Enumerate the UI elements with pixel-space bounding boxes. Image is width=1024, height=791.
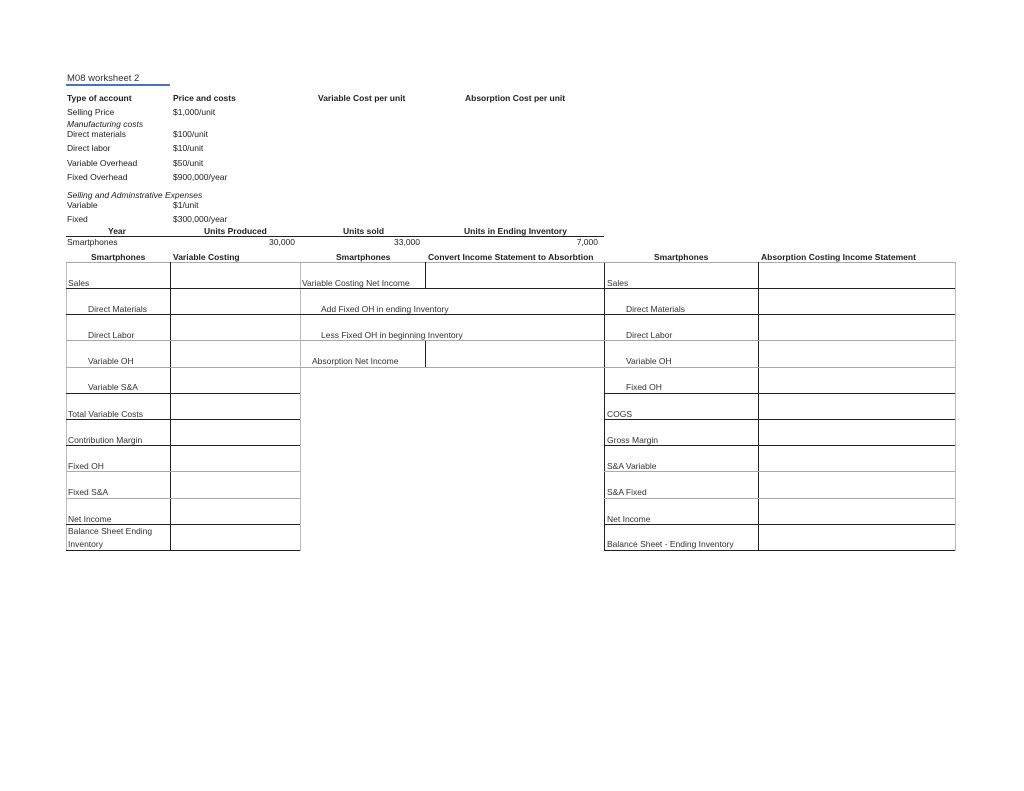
account-value: $100/unit xyxy=(173,129,208,139)
ac-input-gross-margin[interactable] xyxy=(759,420,954,445)
ac-row-sales: Sales xyxy=(607,278,629,288)
conv-input-vc-net-income[interactable] xyxy=(426,263,603,288)
ac-row-line xyxy=(604,550,955,551)
account-label: Variable Overhead xyxy=(67,158,138,168)
ac-input-direct-labor[interactable] xyxy=(759,315,954,340)
units-divider xyxy=(66,236,604,237)
ac-header-left: Smartphones xyxy=(654,252,709,262)
account-value: $300,000/year xyxy=(173,214,228,224)
vc-row-variable-oh: Variable OH xyxy=(88,356,134,366)
vc-row-fixed-sa: Fixed S&A xyxy=(68,487,109,497)
ac-input-net-income[interactable] xyxy=(759,499,954,524)
header-type-of-account: Type of account xyxy=(67,93,132,103)
conv-row-vc-net-income: Variable Costing Net Income xyxy=(302,278,410,288)
account-label: Fixed Overhead xyxy=(67,172,128,182)
section-label: Manufacturing costs xyxy=(67,119,144,129)
ac-row-net-income: Net Income xyxy=(607,514,651,524)
account-value: $1,000/unit xyxy=(173,107,216,117)
vc-input-balance-sheet[interactable] xyxy=(171,525,299,550)
conv-row-line xyxy=(300,367,604,368)
ac-input-sales[interactable] xyxy=(759,263,954,288)
vc-input-total-variable-costs[interactable] xyxy=(171,394,299,419)
ac-input-sa-variable[interactable] xyxy=(759,446,954,471)
vc-right-border xyxy=(300,262,301,551)
vc-row-balance-sheet-line2: Inventory xyxy=(68,539,103,549)
vc-input-variable-oh[interactable] xyxy=(171,341,299,367)
conv-input-less-fixed-oh[interactable] xyxy=(470,315,603,340)
ac-row-fixed-oh: Fixed OH xyxy=(626,382,662,392)
conv-header-left: Smartphones xyxy=(336,252,391,262)
ac-row-variable-oh: Variable OH xyxy=(626,356,672,366)
vc-row-direct-labor: Direct Labor xyxy=(88,330,135,340)
ac-row-balance-sheet: Balance Sheet - Ending Inventory xyxy=(607,539,734,549)
vc-input-fixed-oh[interactable] xyxy=(171,446,299,471)
ac-row-cogs: COGS xyxy=(607,409,633,419)
vc-input-net-income[interactable] xyxy=(171,499,299,524)
account-label: Direct materials xyxy=(67,129,127,139)
ac-input-balance-sheet[interactable] xyxy=(759,525,954,550)
ac-input-variable-oh[interactable] xyxy=(759,341,954,367)
vc-input-contribution-margin[interactable] xyxy=(171,420,299,445)
vc-row-net-income: Net Income xyxy=(68,514,112,524)
account-label: Direct labor xyxy=(67,143,111,153)
ac-row-direct-labor: Direct Labor xyxy=(626,330,673,340)
account-label: Fixed xyxy=(67,214,88,224)
ac-input-cogs[interactable] xyxy=(759,394,954,419)
vc-row-sales: Sales xyxy=(68,278,90,288)
vc-row-variable-sa: Variable S&A xyxy=(88,382,138,392)
conv-row-less-fixed-oh: Less Fixed OH in beginning Inventory xyxy=(321,330,463,340)
header-absorption-cost-per-unit: Absorption Cost per unit xyxy=(465,93,566,103)
vc-row-balance-sheet-line1: Balance Sheet Ending xyxy=(68,526,153,536)
units-produced-value: 30,000 xyxy=(269,237,295,247)
units-header-produced: Units Produced xyxy=(204,226,267,236)
conv-right-border xyxy=(604,262,605,551)
vc-row-total-variable-costs: Total Variable Costs xyxy=(68,409,143,419)
vc-input-sales[interactable] xyxy=(171,263,299,288)
header-variable-cost-per-unit: Variable Cost per unit xyxy=(318,93,406,103)
vc-left-border xyxy=(66,262,67,551)
ac-input-fixed-oh[interactable] xyxy=(759,368,954,393)
conv-input-add-fixed-oh[interactable] xyxy=(470,289,603,314)
ac-row-sa-fixed: S&A Fixed xyxy=(607,487,647,497)
conv-row-absorption-net-income: Absorption Net Income xyxy=(312,356,399,366)
vc-input-direct-labor[interactable] xyxy=(171,315,299,340)
ac-input-sa-fixed[interactable] xyxy=(759,472,954,498)
units-header-ending-inventory: Units in Ending Inventory xyxy=(464,226,567,236)
conv-header-right: Convert Income Statement to Absorbtion xyxy=(428,252,594,262)
vc-input-variable-sa[interactable] xyxy=(171,368,299,393)
units-ending-inventory-value: 7,000 xyxy=(576,237,598,247)
conv-input-absorption-net-income[interactable] xyxy=(426,341,603,367)
header-price-and-costs: Price and costs xyxy=(173,93,236,103)
account-value: $900,000/year xyxy=(173,172,228,182)
ac-input-direct-materials[interactable] xyxy=(759,289,954,314)
section-label: Selling and Adminstrative Expenses xyxy=(67,190,203,200)
worksheet-title: M08 worksheet 2 xyxy=(67,73,140,84)
vc-header-right: Variable Costing xyxy=(173,252,240,262)
vc-header-left: Smartphones xyxy=(91,252,146,262)
account-label: Selling Price xyxy=(67,107,115,117)
account-label: Variable xyxy=(67,200,98,210)
units-header-sold: Units sold xyxy=(343,226,385,236)
vc-row-contribution-margin: Contribution Margin xyxy=(68,435,143,445)
ac-header-right: Absorption Costing Income Statement xyxy=(761,252,916,262)
conv-row-add-fixed-oh: Add Fixed OH in ending Inventory xyxy=(321,304,449,314)
vc-row-line xyxy=(66,550,300,551)
vc-row-direct-materials: Direct Materials xyxy=(88,304,148,314)
vc-row-fixed-oh: Fixed OH xyxy=(68,461,104,471)
account-value: $10/unit xyxy=(173,143,204,153)
account-value: $1/unit xyxy=(173,200,199,210)
units-row-label: Smartphones xyxy=(67,237,118,247)
units-header-year: Year xyxy=(108,226,126,236)
ac-row-gross-margin: Gross Margin xyxy=(607,435,659,445)
title-underline xyxy=(66,84,170,86)
units-sold-value: 33,000 xyxy=(394,237,420,247)
ac-row-direct-materials: Direct Materials xyxy=(626,304,686,314)
account-value: $50/unit xyxy=(173,158,204,168)
vc-input-fixed-sa[interactable] xyxy=(171,472,299,498)
ac-right-border xyxy=(955,262,956,551)
vc-input-direct-materials[interactable] xyxy=(171,289,299,314)
ac-row-sa-variable: S&A Variable xyxy=(607,461,657,471)
